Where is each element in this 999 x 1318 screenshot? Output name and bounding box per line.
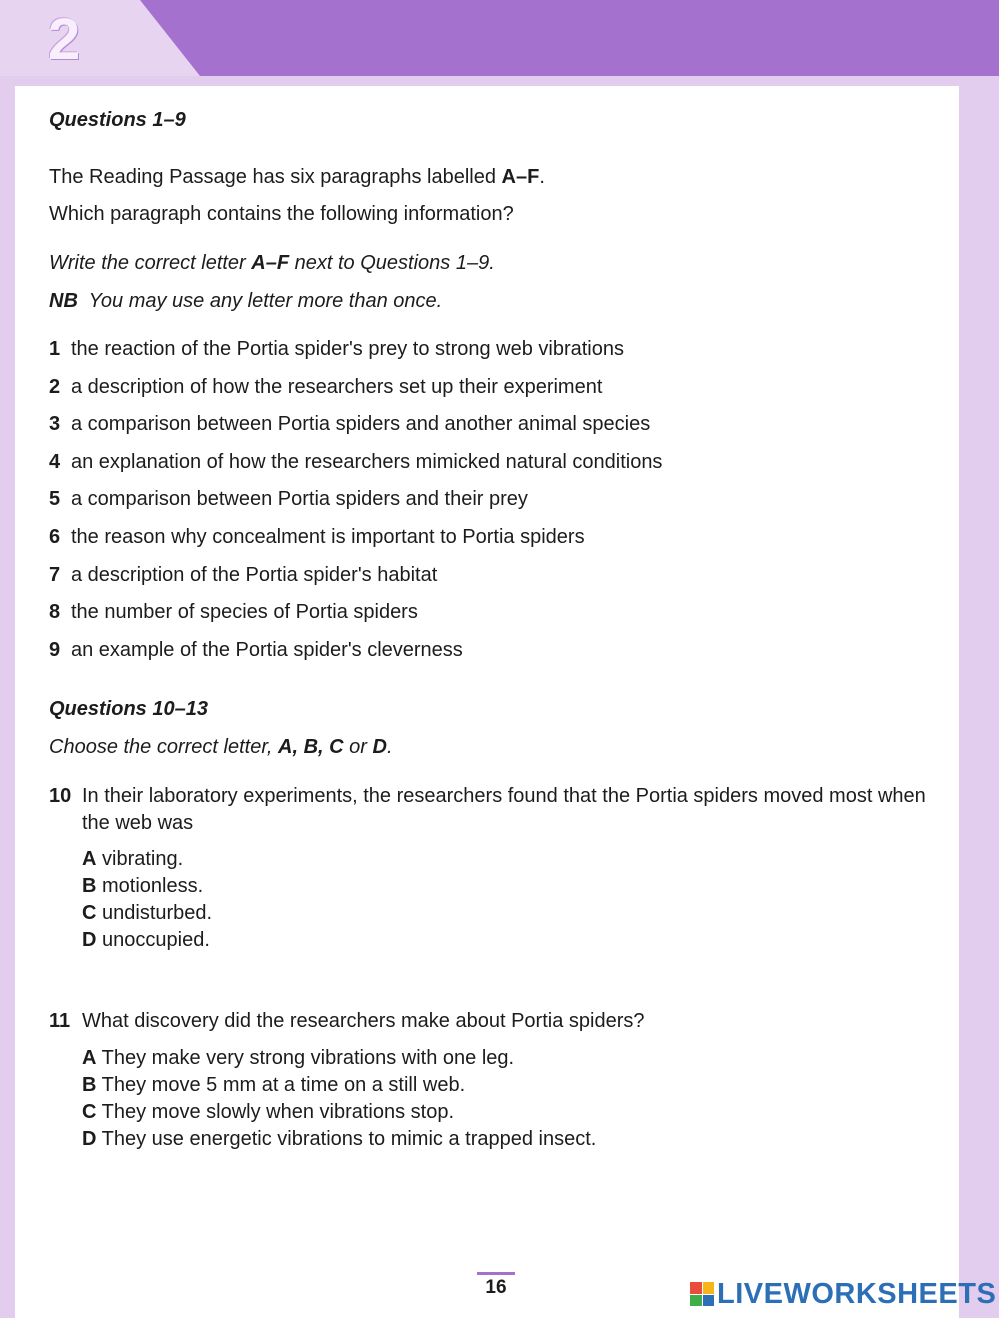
- list-item[interactable]: 5 a comparison between Portia spiders and their prey: [49, 488, 528, 511]
- options-list: [82, 1045, 934, 1153]
- option-a[interactable]: A vibrating.: [82, 848, 184, 870]
- section2-heading: Questions 10–13: [49, 698, 208, 720]
- option-c[interactable]: C undisturbed.: [82, 902, 213, 924]
- list-item[interactable]: 2 a description of how the researchers set up their experiment: [49, 375, 603, 398]
- option-b[interactable]: B They move 5 mm at a time on a still web.: [82, 1074, 466, 1096]
- unit-number: 2: [48, 7, 81, 72]
- question-text: What discovery did the researchers make about Portia spiders?: [82, 1010, 645, 1032]
- options-list: [82, 846, 934, 954]
- question-text: In their laboratory experiments, the researchers found that the Portia spiders moved most when the web was: [82, 785, 926, 834]
- option-d[interactable]: D unoccupied.: [82, 929, 210, 951]
- instruction-paragraphs: The Reading Passage has six paragraphs labelled A–F.: [49, 166, 545, 188]
- worksheet-page: [15, 86, 959, 1318]
- footer-accent-line: [477, 1272, 515, 1275]
- nb-note: NB You may use any letter more than once.: [49, 290, 443, 312]
- option-b[interactable]: B motionless.: [82, 875, 204, 897]
- matching-list: [49, 337, 929, 675]
- instruction-write: Write the correct letter A–F next to Questions 1–9.: [49, 252, 495, 274]
- page-number: 16: [485, 1277, 507, 1298]
- list-item[interactable]: 8 the number of species of Portia spiders: [49, 601, 418, 624]
- instruction-choose: Choose the correct letter, A, B, C or D.: [49, 736, 393, 758]
- question-number: 10: [49, 785, 72, 807]
- list-item[interactable]: 9 an example of the Portia spider's cleverness: [49, 638, 463, 661]
- section1-heading: Questions 1–9: [49, 109, 186, 131]
- question-10: [49, 783, 934, 954]
- question-number: 11: [49, 1010, 71, 1032]
- liveworksheets-icon: [690, 1282, 714, 1306]
- list-item[interactable]: 1 the reaction of the Portia spider's prey to strong web vibrations: [49, 338, 624, 360]
- brand-text: LIVEWORKSHEETS: [717, 1277, 997, 1310]
- option-a[interactable]: A They make very strong vibrations with one leg.: [82, 1047, 515, 1069]
- list-item[interactable]: 3 a comparison between Portia spiders and another animal species: [49, 413, 651, 436]
- question-11: [49, 1008, 934, 1153]
- list-item[interactable]: 7 a description of the Portia spider's habitat: [49, 563, 438, 586]
- list-item[interactable]: 4 an explanation of how the researchers mimicked natural conditions: [49, 450, 663, 473]
- brand-logo[interactable]: [690, 1279, 996, 1309]
- option-c[interactable]: C They move slowly when vibrations stop.: [82, 1101, 455, 1123]
- instruction-which: Which paragraph contains the following information?: [49, 203, 514, 225]
- list-item[interactable]: 6 the reason why concealment is important to Portia spiders: [49, 525, 585, 548]
- option-d[interactable]: D They use energetic vibrations to mimic a trapped insect.: [82, 1128, 597, 1150]
